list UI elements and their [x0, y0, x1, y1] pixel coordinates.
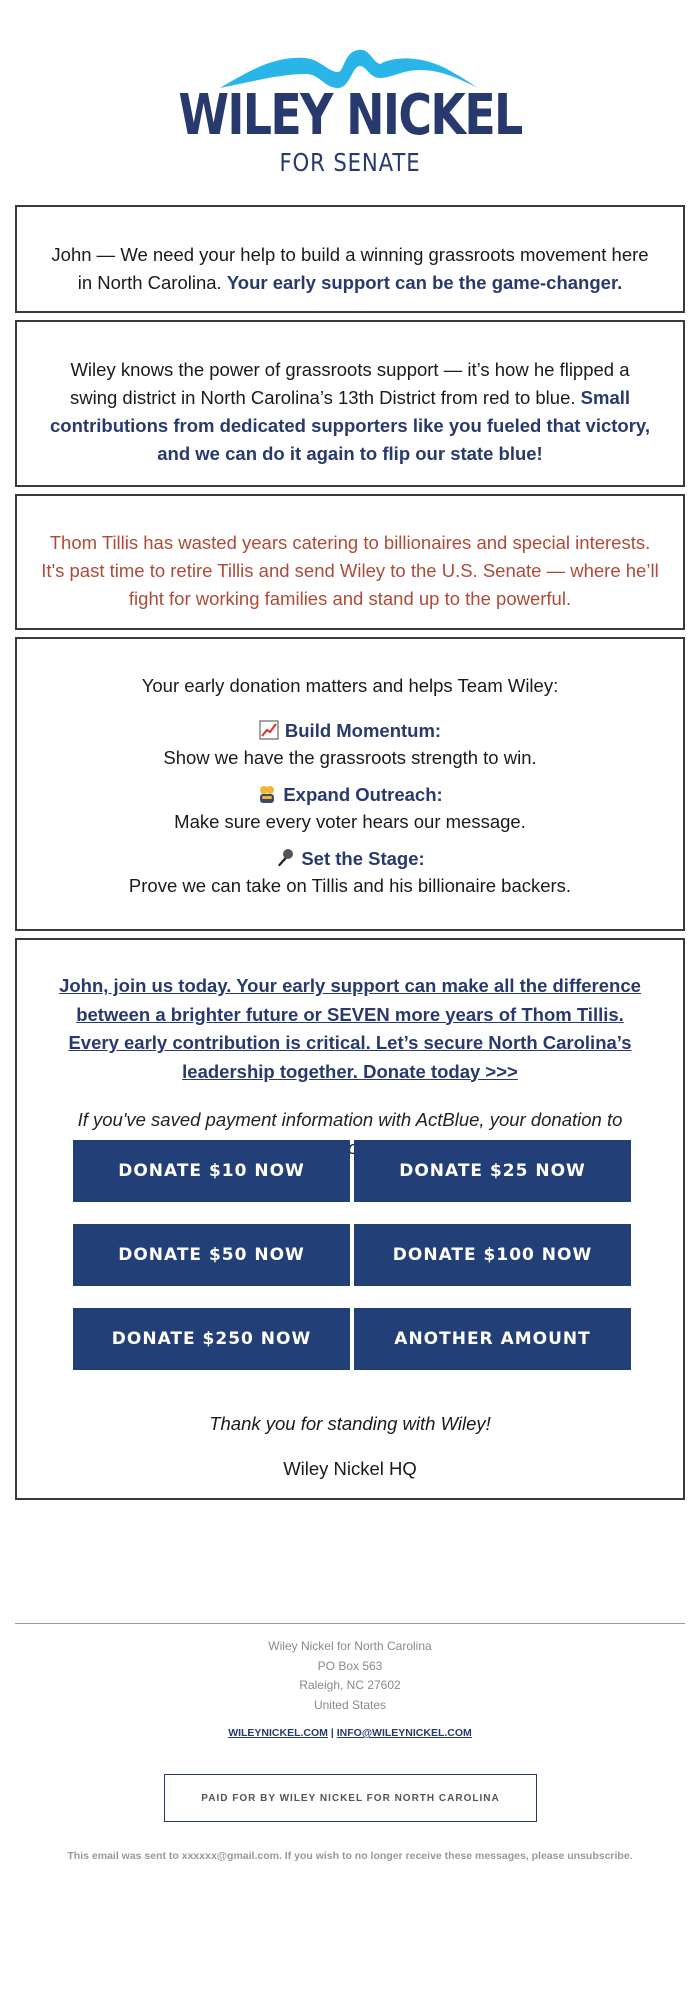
reason-desc: Prove we can take on Tillis and his billionaire backers. [128, 875, 572, 896]
signoff: Wiley Nickel HQ [283, 1458, 417, 1479]
address-country: United States [313, 1697, 387, 1712]
logo-subtitle: FOR SENATE [279, 148, 421, 177]
reason-title: Set the Stage: [47, 845, 653, 872]
thank-you-text: Thank you for standing with Wiley! [209, 1413, 491, 1434]
another-amount-button[interactable]: ANOTHER AMOUNT [354, 1308, 631, 1370]
footer-links [0, 1727, 700, 1739]
people-hugging-icon [257, 784, 277, 804]
reason-title: Expand Outreach: [47, 781, 653, 808]
intro-card [15, 205, 685, 313]
donate-50-button[interactable]: DONATE $50 NOW [73, 1224, 350, 1286]
address-org: Wiley Nickel for North Carolina [268, 1639, 432, 1653]
donate-250-button[interactable]: DONATE $250 NOW [73, 1308, 350, 1370]
reasons-intro: Your early donation matters and helps Team Wiley: [141, 675, 559, 696]
donate-10-button[interactable]: DONATE $10 NOW [73, 1140, 350, 1202]
link-separator: | [330, 1727, 334, 1739]
logo-name: WILEY NICKEL [178, 83, 522, 148]
reasons-card [15, 637, 685, 931]
opponent-card [15, 494, 685, 630]
intro-text: John — We need your help to build a winning grassroots movement here in North Carolina. [51, 244, 649, 293]
campaign-logo [0, 40, 700, 180]
unsubscribe-notice[interactable]: This email was sent to xxxxxx@gmail.com. If you wish to no longer receive these messages, please unsubscribe. [67, 1850, 633, 1862]
website-link[interactable]: WILEYNICKEL.COM [228, 1727, 328, 1739]
address-city: Raleigh, NC 27602 [299, 1678, 401, 1692]
email-link[interactable]: INFO@WILEYNICKEL.COM [336, 1727, 472, 1739]
donate-25-button[interactable]: DONATE $25 NOW [354, 1140, 631, 1202]
chart-icon [259, 720, 279, 740]
donate-today-link[interactable]: John, join us today. Your early support can make all the difference between a brighter future or SEVEN more years of Thom Tillis. Every early contribution is critical. Let’s secure North Carolina’s leadership together. Donate today >>> [59, 975, 641, 1082]
donate-100-button[interactable]: DONATE $100 NOW [354, 1224, 631, 1286]
opponent-text: Thom Tillis has wasted years catering to billionaires and special interests. It's past time to retire Tillis and send Wiley to the U.S. Senate — where he’ll fight for working families and stand up to the powerful. [41, 532, 659, 609]
record-bold-text: Small contributions from dedicated supporters like you fueled that victory, and we can do it again to flip our state blue! [50, 387, 650, 464]
actblue-note: If you've saved payment information with ActBlue, your donation to [77, 1109, 623, 1130]
mailing-address [0, 1637, 700, 1715]
reason-desc: Show we have the grassroots strength to win. [163, 747, 537, 768]
paid-for-disclaimer: PAID FOR BY WILEY NICKEL FOR NORTH CAROLINA [164, 1774, 537, 1822]
reason-desc: Make sure every voter hears our message. [174, 811, 526, 832]
address-box: PO Box 563 [317, 1658, 383, 1673]
footer-divider [15, 1623, 685, 1624]
intro-bold-text: Your early support can be the game-changer. [226, 272, 623, 293]
record-card [15, 320, 685, 487]
donate-card [15, 938, 685, 1500]
reason-title: Build Momentum: [47, 717, 653, 744]
microphone-icon [275, 848, 295, 868]
record-text: Wiley knows the power of grassroots support — it’s how he flipped a swing district in North Carolina’s 13th District from red to blue. [69, 359, 630, 408]
